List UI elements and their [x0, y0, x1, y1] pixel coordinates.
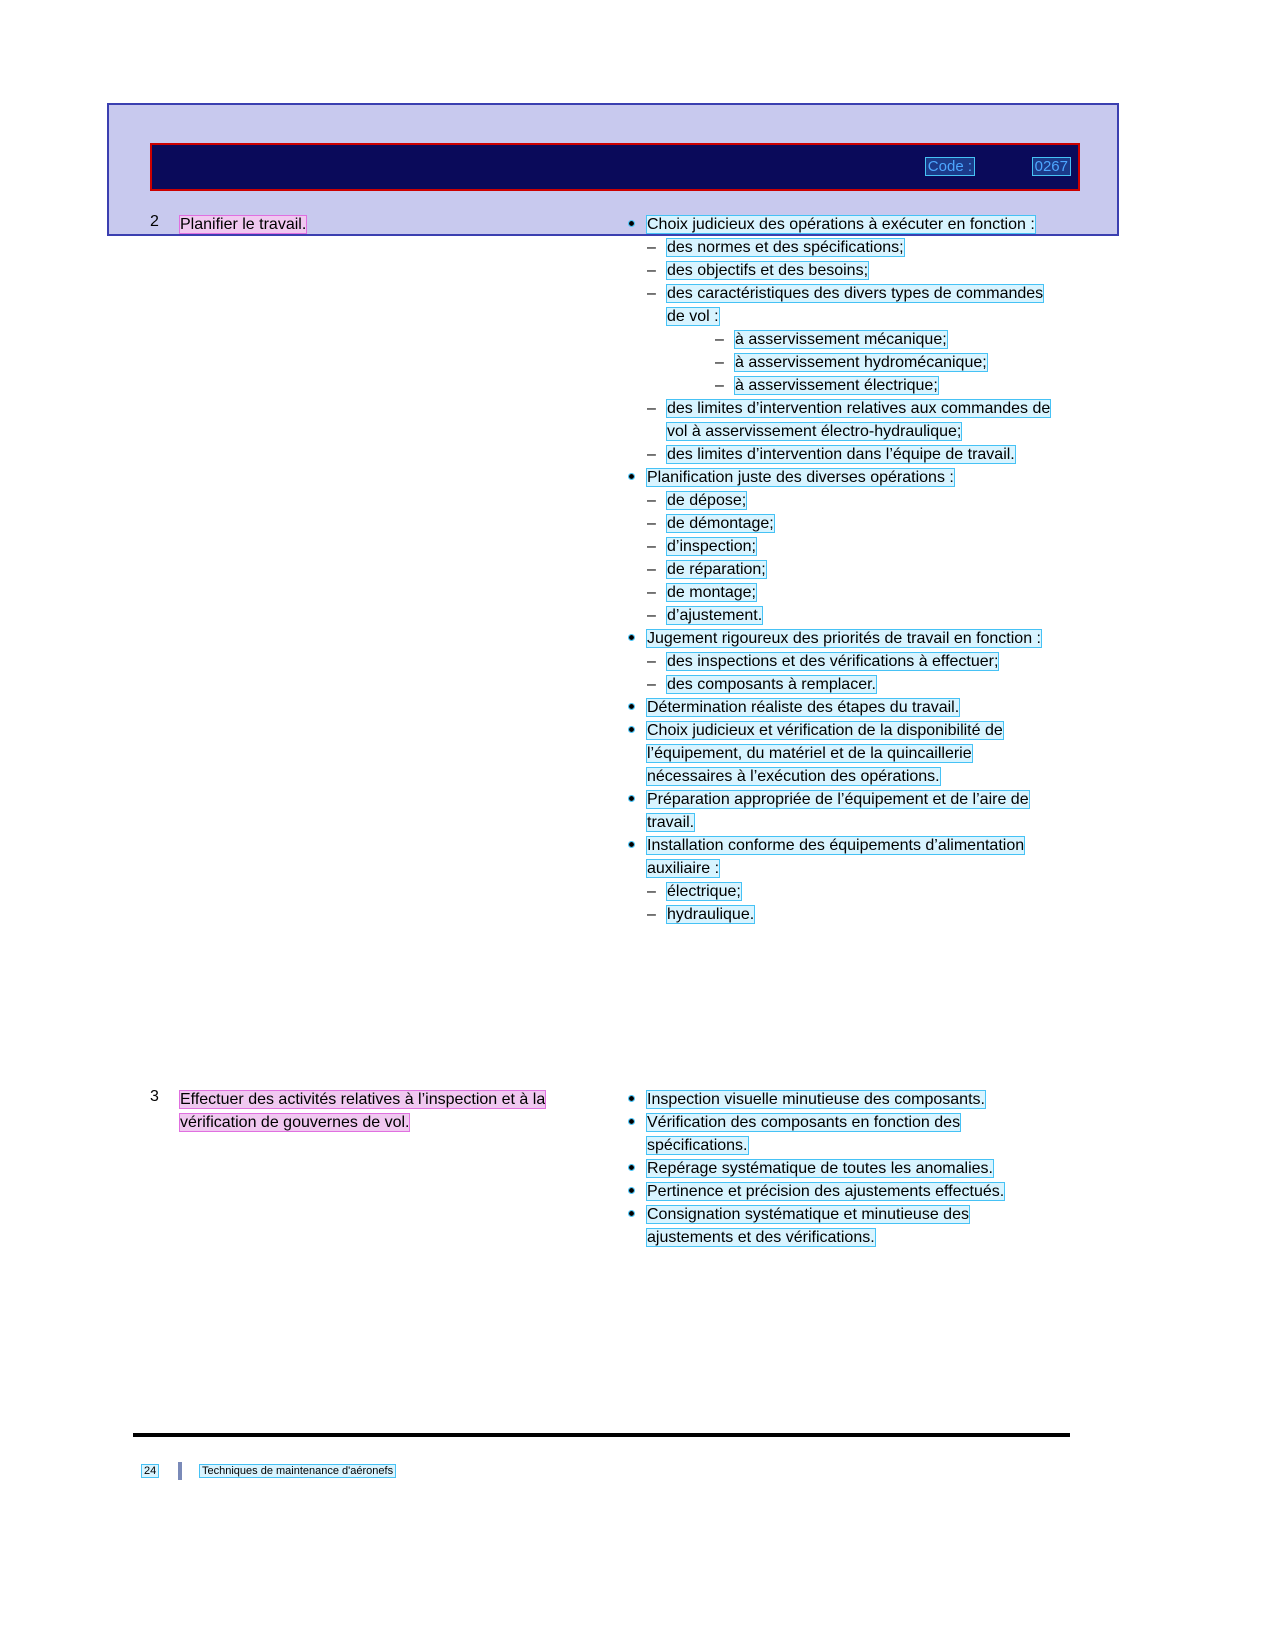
footer-divider	[133, 1433, 1070, 1437]
list-item: – des composants à remplacer.	[647, 673, 1055, 696]
bullet-icon	[629, 1096, 634, 1101]
dash-icon: –	[647, 584, 656, 601]
list-item: – des limites d’intervention relatives aux commandes de vol à asservissement électro-hydraulique;	[647, 397, 1055, 443]
bullet-icon	[629, 796, 634, 801]
code-value: 0267	[1034, 158, 1068, 175]
list-item: Pertinence et précision des ajustements effectués.	[625, 1180, 1055, 1203]
dash-icon: –	[647, 676, 656, 693]
list-item: – à asservissement hydromécanique;	[715, 351, 1055, 374]
list-item: – électrique;	[647, 880, 1055, 903]
list-item: Installation conforme des équipements d’alimentation auxiliaire : – électrique; – hydraulique.	[625, 834, 1055, 926]
bullet-icon	[629, 635, 634, 640]
criteria-list	[625, 1088, 1055, 1249]
list-item: Détermination réaliste des étapes du travail.	[625, 696, 1055, 719]
row-task: Effectuer des activités relatives à l’inspection et à la vérification de gouvernes de vol.	[180, 1091, 546, 1131]
list-item: Choix judicieux des opérations à exécuter en fonction : – des normes et des spécifications; – des objectifs et des besoins; – des caractéristiques des divers types de commandes de vol : – à asservissement mécanique; – à asservissement hydromécanique; – à asservissement électrique; – des limites d’intervention relatives aux commandes de vol à asservissement électro-hydraulique; – des limites d’intervention dans l’équipe de travail.	[625, 213, 1055, 466]
list-item: – de démontage;	[647, 512, 1055, 535]
dash-icon: –	[715, 377, 724, 394]
list-item: Consignation systématique et minutieuse des ajustements et des vérifications.	[625, 1203, 1055, 1249]
list-item: Planification juste des diverses opérations : – de dépose; – de démontage; – d’inspection; – de réparation; – de montage; – d’ajustement.	[625, 466, 1055, 627]
list-item: Repérage systématique de toutes les anomalies.	[625, 1157, 1055, 1180]
bullet-icon	[629, 221, 634, 226]
list-item: – des inspections et des vérifications à effectuer;	[647, 650, 1055, 673]
row-number: 3	[150, 1088, 159, 1105]
list-item: Jugement rigoureux des priorités de travail en fonction : – des inspections et des vérifications à effectuer; – des composants à remplacer.	[625, 627, 1055, 696]
bullet-icon	[629, 1119, 634, 1124]
list-item: – de réparation;	[647, 558, 1055, 581]
sub-list	[647, 489, 1055, 627]
bullet-icon	[629, 727, 634, 732]
dash-icon: –	[647, 400, 656, 417]
dash-icon: –	[647, 607, 656, 624]
list-item: – à asservissement mécanique;	[715, 328, 1055, 351]
criteria-list	[625, 213, 1055, 926]
sub-sub-list	[667, 328, 1055, 397]
sub-list	[647, 236, 1055, 466]
dash-icon: –	[647, 538, 656, 555]
list-item: Inspection visuelle minutieuse des composants.	[625, 1088, 1055, 1111]
list-item: – des limites d’intervention dans l’équipe de travail.	[647, 443, 1055, 466]
row-right-column	[625, 1088, 1055, 1249]
list-item: – à asservissement électrique;	[715, 374, 1055, 397]
dash-icon: –	[715, 354, 724, 371]
bullet-icon	[629, 704, 634, 709]
dash-icon: –	[647, 446, 656, 463]
list-item: Préparation appropriée de l’équipement et de l’aire de travail.	[625, 788, 1055, 834]
list-item: – d’ajustement.	[647, 604, 1055, 627]
footer-separator	[178, 1462, 182, 1480]
bullet-icon	[629, 842, 634, 847]
list-item: – de dépose;	[647, 489, 1055, 512]
code-label: Code :	[927, 158, 972, 175]
dash-icon: –	[647, 653, 656, 670]
sub-list	[647, 880, 1055, 926]
list-item: Vérification des composants en fonction des spécifications.	[625, 1111, 1055, 1157]
list-item: – des objectifs et des besoins;	[647, 259, 1055, 282]
dash-icon: –	[647, 239, 656, 256]
list-item: – des caractéristiques des divers types de commandes de vol : – à asservissement mécanique; – à asservissement hydromécanique; – à asservissement électrique;	[647, 282, 1055, 397]
list-item: – hydraulique.	[647, 903, 1055, 926]
dash-icon: –	[647, 285, 656, 302]
dash-icon: –	[647, 906, 656, 923]
dash-icon: –	[647, 883, 656, 900]
dash-icon: –	[647, 262, 656, 279]
list-item: – de montage;	[647, 581, 1055, 604]
page-number: 24	[144, 1465, 157, 1477]
dash-icon: –	[715, 331, 724, 348]
row-right-column	[625, 213, 1055, 926]
list-item: – des normes et des spécifications;	[647, 236, 1055, 259]
row-number: 2	[150, 213, 159, 230]
row-task: Planifier le travail.	[180, 216, 307, 233]
bullet-icon	[629, 1165, 634, 1170]
code-bar	[150, 143, 1080, 191]
footer-title: Techniques de maintenance d'aéronefs	[202, 1465, 394, 1477]
dash-icon: –	[647, 561, 656, 578]
list-item: Choix judicieux et vérification de la disponibilité de l’équipement, du matériel et de la quincaillerie nécessaires à l’exécution des opérations.	[625, 719, 1055, 788]
sub-list	[647, 650, 1055, 696]
bullet-icon	[629, 474, 634, 479]
list-item: – d’inspection;	[647, 535, 1055, 558]
dash-icon: –	[647, 492, 656, 509]
bullet-icon	[629, 1188, 634, 1193]
dash-icon: –	[647, 515, 656, 532]
bullet-icon	[629, 1211, 634, 1216]
